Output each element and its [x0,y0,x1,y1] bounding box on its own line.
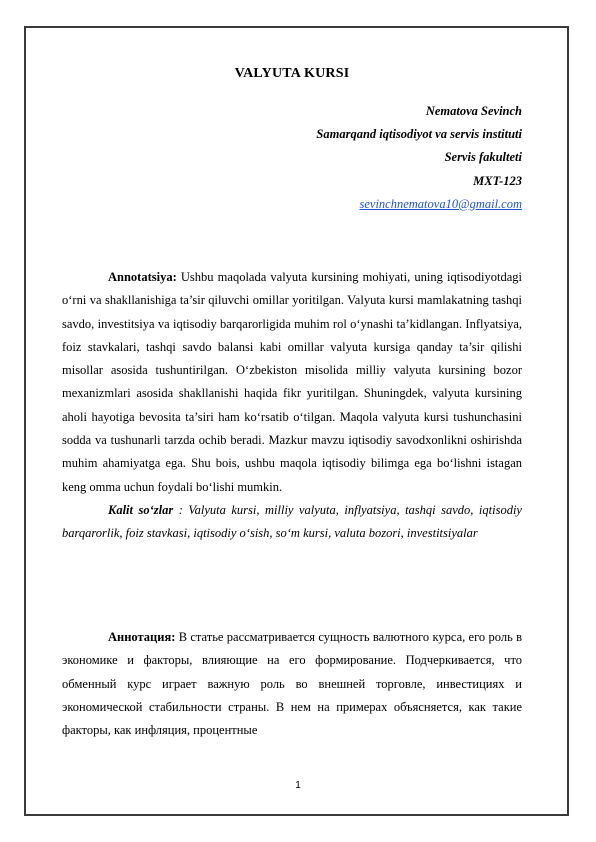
abstract-uz-section [62,266,522,546]
author-name: Nematova Sevinch [425,104,522,118]
author-institution: Samarqand iqtisodiyot va servis instituti [316,127,522,142]
abstract-uz-lead: Annotatsiya: [108,270,177,284]
document-title: VALYUTA KURSI [234,66,350,81]
author-faculty: Servis fakulteti [444,150,522,165]
keywords-uz [62,499,522,546]
abstract-ru-lead: Аннотация: [108,630,176,644]
keywords-uz-text: : Valyuta kursi, milliy valyuta, inflyatsiya, tashqi savdo, iqtisodiy barqarorlik, foiz stavkasi, iqtisodiy o‘sish, so‘m kursi, valuta bozori, investitsiyalar [62,502,522,541]
author-block [316,100,522,216]
abstract-ru-text: В статье рассматривается сущность валютного курса, его роль в экономике и факторы, влияющие на его формирование. Подчеркивается, что обменный курс играет важную роль во внешней торговле, инвестициях и экономической стабильности страны. В нем на примерах объясняется, как такие факторы, как инфляция, процентные [62,630,522,738]
abstract-ru [62,626,522,742]
page-number: 1 [295,780,301,791]
abstract-uz-text: Ushbu maqolada valyuta kursining mohiyati, uning iqtisodiyotdagi o‘rni va shakllanishiga ta’sir qiluvchi omillar yoritilgan. Valyuta kursi mamlakatning tashqi savdo, investitsiya va iqtisodiy barqarorligida muhim rol o‘ynashi ta’kidlangan. Inflyatsiya, foiz stavkalari, tashqi savdo balansi kabi omillar valyuta kursiga qanday ta’sir qilishi misollar asosida tushuntirilgan. O‘zbekiston misolida milliy valyuta kursining bozor mexanizmlari asosida shakllanishi haqida fikr yuritilgan. Shuningdek, valyuta kursining aholi hayotiga bevosita ta’siri ham ko‘rsatib o‘tilgan. Maqola valyuta kursi tushunchasini sodda va tushunarli tarzda ochib beradi. Mazkur mavzu iqtisodiy savodxonlikni oshirishda muhim ahamiyatga ega. Shu bois, ushbu maqola iqtisodiy bilimga ega bo‘lishni istagan keng omma uchun foydali bo‘lishi mumkin. [62,270,522,494]
author-group: MXT-123 [473,173,522,188]
author-email-link[interactable]: sevinchnematova10@gmail.com [359,196,522,211]
abstract-ru-section [62,626,522,742]
keywords-uz-lead: Kalit so‘zlar [108,502,174,517]
abstract-uz [62,266,522,499]
